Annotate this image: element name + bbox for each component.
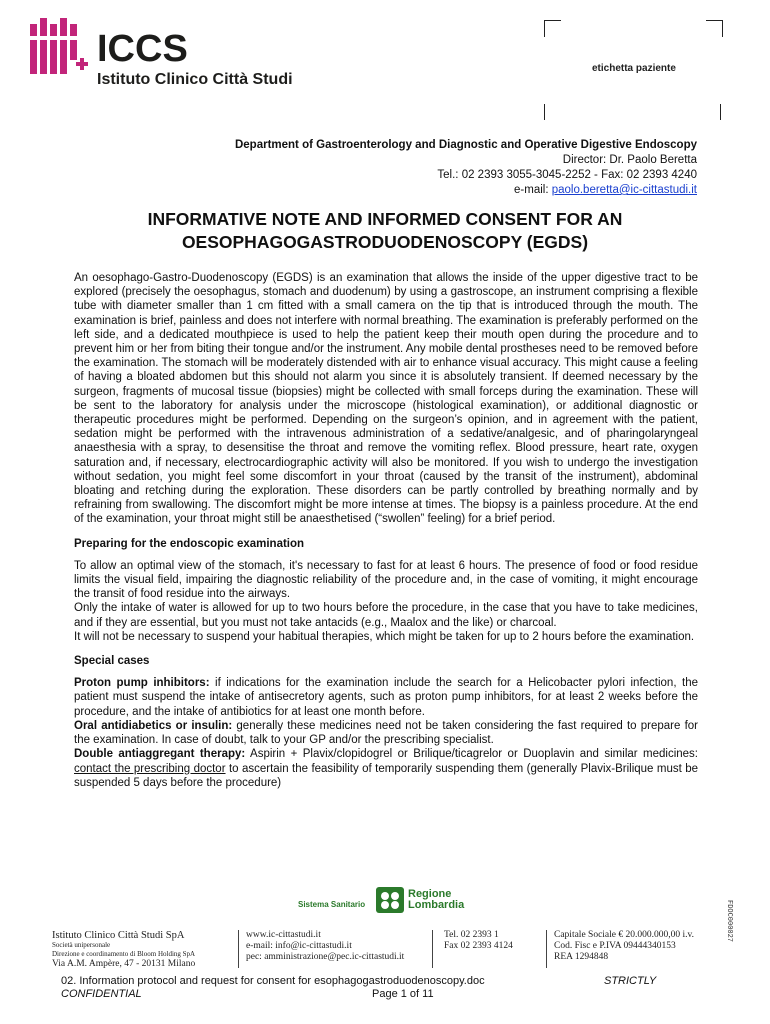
ppi-text: if indications for the examination include the search for a Helicobacter pylori infection, the patient must suspend the intake of antisecretory agents, such as proton pump inhibitors, for at least 2 weeks before the procedure, and the intake of antibiotics for at least one month before. [74,677,698,718]
footer-legal-block [554,930,734,963]
footer-company-sub-2: Direzione e coordinamento di Bloom Holding SpA [52,950,196,958]
logo-title: ICCS [97,28,188,70]
department-phone-fax: Tel.: 02 2393 3055-3045-2252 - Fax: 02 2393 4240 [437,169,697,181]
regione-name [408,889,464,911]
footer-company-sub-1: Società unipersonale [52,941,111,949]
page-footer-strictly: STRICTLY [604,975,657,987]
footer-phone-block [444,930,544,952]
title-line-2: OESOPHAGOGASTRODUODENOSCOPY (EGDS) [181,232,589,252]
document-body [74,271,698,790]
document-title [70,208,700,254]
iccs-logo-icon [30,18,90,78]
preparing-paragraph-1: To allow an optimal view of the stomach, it's necessary to fast for at least 6 hours. The presence of food or food residue limits the visual field, impairing the diagnostic reliability of the procedure and, in the case of vomiting, it might encourage the transit of food residue into the airways. [74,559,698,601]
special-cases-heading: Special cases [74,655,150,668]
dat-label: Double antiaggregant therapy: [74,748,246,761]
page-footer-confidential: CONFIDENTIAL [61,988,142,1000]
department-header [97,138,697,198]
footer-divider [238,930,239,968]
email-link[interactable]: paolo.beretta@ic-cittastudi.it [551,184,697,196]
footer-capitale: Capitale Sociale € 20.000.000,00 i.v. [554,930,695,940]
ppi-paragraph [74,676,698,719]
preparing-paragraph-3: It will not be necessary to suspend your habitual therapies, which might be taken for up to 2 hours before the examination. [74,630,695,643]
regione-lombardia-logo-icon [376,887,404,913]
dat-text-1: Aspirin + Plavix/clopidogrel or Brilique/ticagrelor or Duoplavin and similar medicines: [245,748,698,761]
dat-text-2: to ascertain the feasibility of temporarily suspending them (generally Plavix-Brilique must be suspended 5 days before the procedure) [74,762,698,789]
department-name: Department of Gastroenterology and Diagnostic and Operative Digestive Endoscopy [234,139,697,151]
footer-divider [432,930,433,968]
label-corner-top-right [706,20,723,37]
footer-web-block [246,930,426,963]
footer-divider [546,930,547,968]
label-corner-top-left [544,20,561,37]
preparing-heading: Preparing for the endoscopic examination [74,537,305,550]
contact-doctor-text: contact the prescribing doctor [74,762,226,775]
preparing-paragraph-2: Only the intake of water is allowed for up to two hours before the procedure, in the case that you have to take medicines, and if they are essential, but you must not take antacids (e.g., Maalox and the like) or charcoal. [74,602,698,629]
antiaggregant-paragraph [74,747,698,790]
footer-tel: Tel. 02 2393 1 [444,930,499,940]
side-document-code: FDOC000027 [725,900,733,943]
page-footer-page-number: Page 1 of 11 [372,988,434,1000]
footer-rea: REA 1294848 [554,952,609,962]
footer-company-name: Istituto Clinico Città Studi SpA [52,930,185,941]
footer-pec: pec: amministrazione@pec.ic-cittastudi.it [246,952,405,962]
footer-email: e-mail: info@ic-cittastudi.it [246,941,352,951]
footer-fax: Fax 02 2393 4124 [444,941,513,951]
department-email-line [97,183,697,198]
label-corner-bottom-left [544,104,545,120]
patient-label-placeholder: etichetta paziente [592,63,676,74]
title-line-1: INFORMATIVE NOTE AND INFORMED CONSENT FOR AN [147,209,623,229]
sistema-sanitario-label: Sistema Sanitario [298,900,366,909]
oral-label: Oral antidiabetics or insulin: [74,719,233,732]
footer-cf: Cod. Fisc e P.IVA 09444340153 [554,941,676,951]
label-corner-bottom-right [720,104,721,120]
regione-line-2: Lombardia [408,899,465,911]
footer-address: Via A.M. Ampère, 47 - 20131 Milano [52,959,196,969]
footer-web: www.ic-cittastudi.it [246,930,321,940]
page-footer-filename: 02. Information protocol and request for consent for esophagogastroduodenoscopy.doc [61,975,485,987]
email-label: e-mail: [514,184,552,196]
department-director: Director: Dr. Paolo Beretta [562,154,697,166]
oral-text: generally these medicines need not be taken considering the fast required to prepare for the examination. In case of doubt, talk to your GP and/or the prescribing specialist. [74,719,698,747]
footer-company-block [52,930,232,970]
logo-subtitle: Istituto Clinico Città Studi [97,71,293,88]
intro-paragraph: An oesophago-Gastro-Duodenoscopy (EGDS) is an examination that allows the inside of the upper digestive tract to be explored (precisely the oesophagus, stomach and duodenum) by using a gastroscope, an instrument comprising a flexible tube with diameter smaller than 1 cm fitted with a small camera on the tip that is introduced through the mouth. The examination is brief, painless and does not interfere with normal breathing. The examination is preferably performed on the left side, and a dedicated mouthpiece is used to help the patient keep their mouth open during the procedure and to prevent him or her from biting their tongue and/or the instrument. Any mobile dental prostheses need to be removed before the examination. The stomach will be moderately distended with air to enhance visual accuracy. This might cause a feeling of having a bloated abdomen but this should not alarm you since it is absolutely transient. If deemed necessary by the surgeon, fragments of mucosal tissue (biopsies) might be collected with small forceps during the examination. These will be sent to the laboratory for analysis under the microscope (histological examination), or additional diagnostic or therapeutic procedures might be performed. Depending on the surgeon’s opinion, and in agreement with the patient, sedation might be performed with the intravenous administration of a sedative/analgesic, and of pharingolaryngeal anaesthesia with a spray, to desensitise the throat and remove the vomiting reflex. Blood pressure, heart rate, oxygen saturation and, if necessary, electrocardiographic activity will also be monitored. If you wish to undergo the investigation without sedation, you might feel some discomfort in your throat (caused by the transit of the instrument), abdominal bloating and retching during the exploration. These disorders can be partly controlled by breathing normally and by refraining from swallowing. The discomfort might be more intense at times. The biopsy is a painless procedure. At the end of the examination, your throat might still be anaesthetised (“swollen” feeling) for a brief period. [74,272,698,526]
oral-antidiabetics-paragraph [74,719,698,747]
regione-line-1: Regione [408,888,452,900]
ppi-label: Proton pump inhibitors: [74,677,210,690]
